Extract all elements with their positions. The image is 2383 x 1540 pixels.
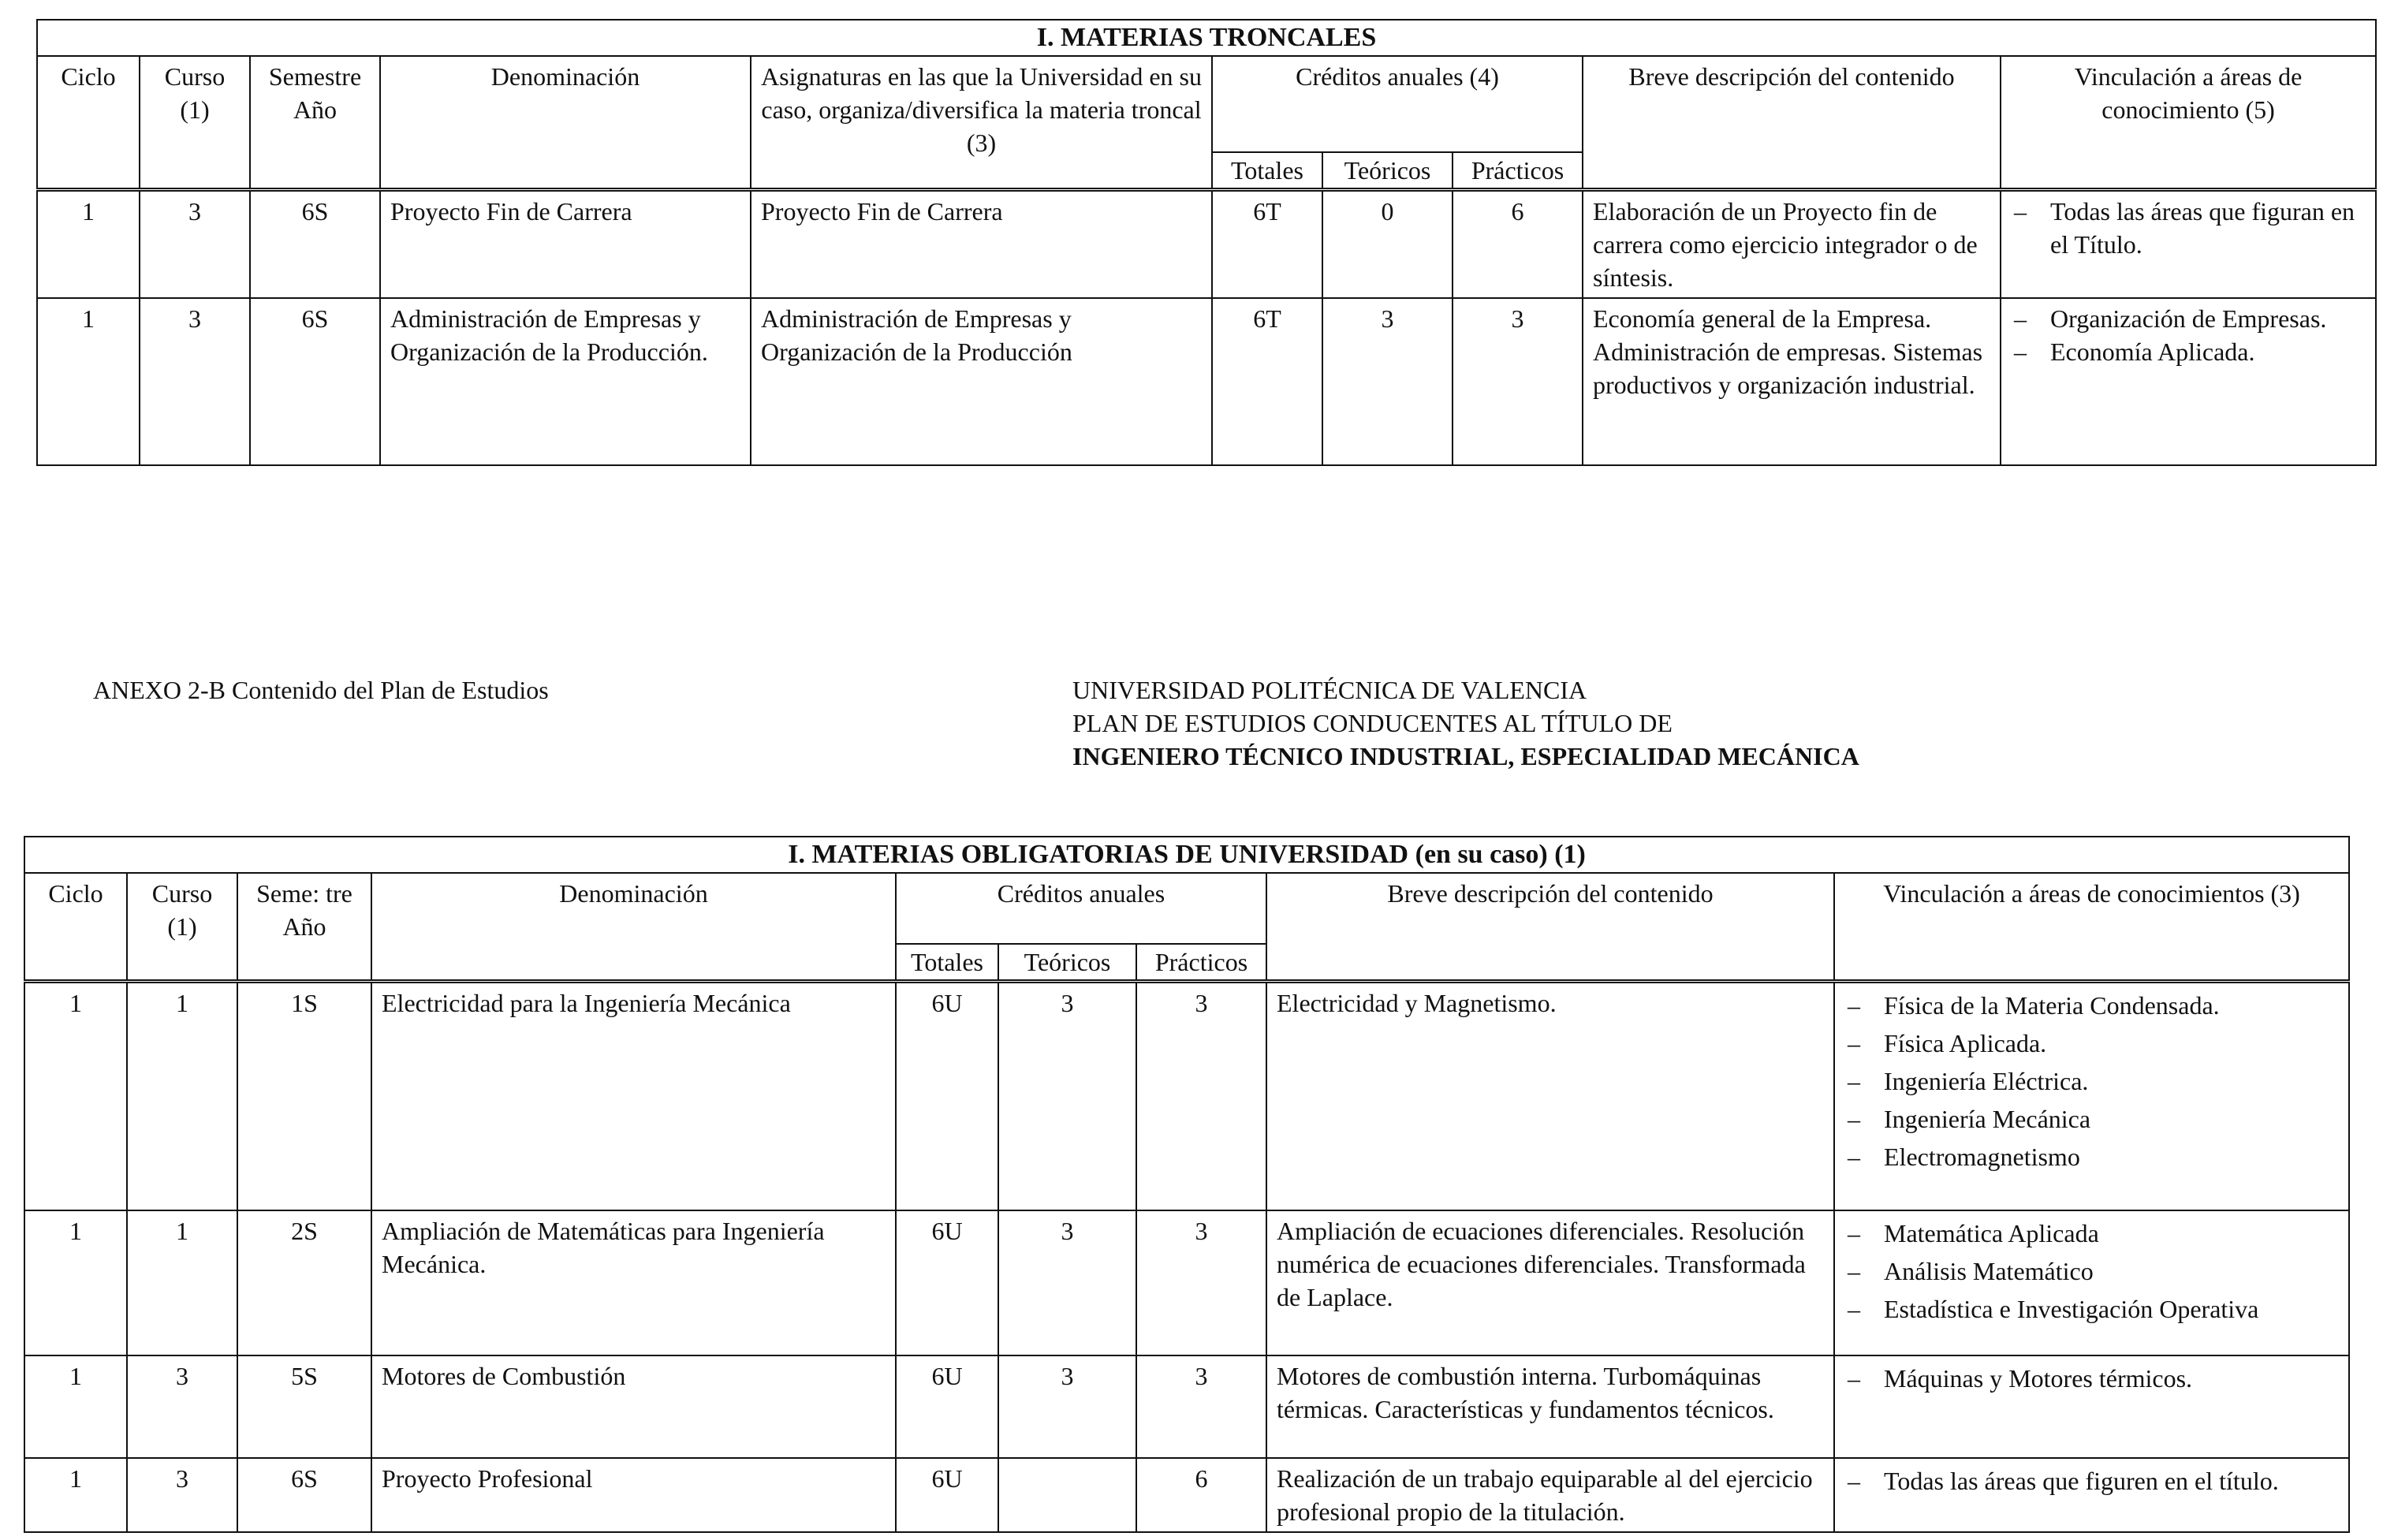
col-header-teoricos: Teóricos: [998, 944, 1136, 982]
area-item: – Máquinas y Motores térmicos.: [1844, 1359, 2339, 1397]
cell-teoricos: 3: [998, 1355, 1136, 1458]
cell-totales: 6U: [896, 1458, 998, 1532]
semestre-label: Semestre: [268, 62, 362, 91]
area-item: – Física de la Materia Condensada.: [1844, 986, 2339, 1024]
cell-totales: 6U: [896, 1210, 998, 1355]
cell-semestre: 6S: [237, 1458, 371, 1532]
area-item: – Todas las áreas que figuren en el título.: [1844, 1462, 2339, 1500]
materias-obligatorias-table: [24, 836, 2350, 1533]
curso-note: (1): [167, 912, 197, 941]
cell-totales: 6T: [1212, 298, 1322, 465]
table-row: [37, 298, 2376, 465]
cell-semestre: 1S: [237, 982, 371, 1210]
cell-ciclo: 1: [24, 1210, 127, 1355]
cell-curso: 3: [127, 1355, 237, 1458]
area-item: – Organización de Empresas.: [2011, 302, 2366, 335]
cell-ciclo: 1: [24, 1458, 127, 1532]
table-title: I. MATERIAS OBLIGATORIAS DE UNIVERSIDAD (en su caso) (1): [24, 837, 2349, 873]
cell-descripcion: Ampliación de ecuaciones diferenciales. Resolución numérica de ecuaciones diferenciales. Transformada de Laplace.: [1266, 1210, 1834, 1355]
cell-denominacion: Electricidad para la Ingeniería Mecánica: [371, 982, 896, 1210]
cell-teoricos: 0: [1322, 190, 1453, 299]
cell-semestre: 6S: [250, 190, 380, 299]
cell-practicos: 6: [1136, 1458, 1266, 1532]
annex-label: ANEXO 2-B Contenido del Plan de Estudios: [93, 676, 549, 704]
ano-label: Año: [282, 912, 326, 941]
cell-curso: 3: [140, 190, 250, 299]
col-header-denominacion: Denominación: [380, 56, 751, 190]
cell-curso: 1: [127, 982, 237, 1210]
col-header-ciclo: Ciclo: [24, 873, 127, 982]
cell-descripcion: Economía general de la Empresa. Administración de empresas. Sistemas productivos y organización industrial.: [1583, 298, 2001, 465]
area-item: – Ingeniería Eléctrica.: [1844, 1062, 2339, 1100]
cell-vinculacion: [2001, 190, 2376, 299]
cell-vinculacion: [1834, 1210, 2349, 1355]
area-item: – Física Aplicada.: [1844, 1024, 2339, 1062]
materias-troncales-table: [36, 19, 2377, 466]
cell-practicos: 3: [1453, 298, 1583, 465]
cell-vinculacion: [1834, 1355, 2349, 1458]
cell-semestre: 5S: [237, 1355, 371, 1458]
cell-denominacion: Ampliación de Matemáticas para Ingeniería Mecánica.: [371, 1210, 896, 1355]
cell-ciclo: 1: [37, 190, 140, 299]
cell-descripcion: Electricidad y Magnetismo.: [1266, 982, 1834, 1210]
curso-label: Curso: [164, 62, 226, 91]
area-item: – Análisis Matemático: [1844, 1252, 2339, 1290]
col-header-ciclo: Ciclo: [37, 56, 140, 190]
table-row: [24, 1355, 2349, 1458]
col-header-curso: [127, 873, 237, 982]
table-title: I. MATERIAS TRONCALES: [37, 20, 2376, 56]
col-header-descripcion: Breve descripción del contenido: [1583, 56, 2001, 190]
col-header-creditos: Créditos anuales (4): [1212, 56, 1583, 152]
area-item: – Ingeniería Mecánica: [1844, 1100, 2339, 1138]
table-row: [24, 982, 2349, 1210]
col-header-asignaturas: Asignaturas en las que la Universidad en su caso, organiza/diversifica la materia troncal (3): [751, 56, 1212, 190]
cell-ciclo: 1: [24, 1355, 127, 1458]
table-row: [24, 1210, 2349, 1355]
cell-totales: 6T: [1212, 190, 1322, 299]
cell-teoricos: 3: [1322, 298, 1453, 465]
cell-denominacion: Proyecto Profesional: [371, 1458, 896, 1532]
table-row: [37, 190, 2376, 299]
cell-descripcion: Motores de combustión interna. Turbomáquinas térmicas. Características y fundamentos técnicos.: [1266, 1355, 1834, 1458]
cell-teoricos: [998, 1458, 1136, 1532]
area-item: – Electromagnetismo: [1844, 1138, 2339, 1176]
cell-denominacion: Motores de Combustión: [371, 1355, 896, 1458]
university-header: [1072, 673, 1859, 773]
cell-asignaturas: Proyecto Fin de Carrera: [751, 190, 1212, 299]
table-row: [24, 1458, 2349, 1532]
cell-curso: 1: [127, 1210, 237, 1355]
cell-totales: 6U: [896, 1355, 998, 1458]
cell-practicos: 3: [1136, 1210, 1266, 1355]
area-item: – Economía Aplicada.: [2011, 335, 2366, 368]
curso-note: (1): [180, 95, 210, 124]
semestre-label: Seme: tre: [256, 879, 352, 908]
cell-curso: 3: [140, 298, 250, 465]
col-header-semestre: [237, 873, 371, 982]
cell-ciclo: 1: [24, 982, 127, 1210]
cell-denominacion: Administración de Empresas y Organización de la Producción.: [380, 298, 751, 465]
cell-teoricos: 3: [998, 982, 1136, 1210]
col-header-descripcion: Breve descripción del contenido: [1266, 873, 1834, 982]
cell-vinculacion: [2001, 298, 2376, 465]
col-header-practicos: Prácticos: [1136, 944, 1266, 982]
plan-title: PLAN DE ESTUDIOS CONDUCENTES AL TÍTULO DE: [1072, 709, 1673, 737]
col-header-curso: [140, 56, 250, 190]
cell-practicos: 6: [1453, 190, 1583, 299]
col-header-semestre: [250, 56, 380, 190]
col-header-creditos: Créditos anuales: [896, 873, 1266, 944]
area-item: – Matemática Aplicada: [1844, 1214, 2339, 1252]
cell-totales: 6U: [896, 982, 998, 1210]
col-header-totales: Totales: [1212, 152, 1322, 190]
cell-practicos: 3: [1136, 1355, 1266, 1458]
university-name: UNIVERSIDAD POLITÉCNICA DE VALENCIA: [1072, 676, 1587, 704]
ano-label: Año: [293, 95, 337, 124]
col-header-practicos: Prácticos: [1453, 152, 1583, 190]
cell-practicos: 3: [1136, 982, 1266, 1210]
col-header-denominacion: Denominación: [371, 873, 896, 982]
cell-vinculacion: [1834, 1458, 2349, 1532]
cell-descripcion: Realización de un trabajo equiparable al del ejercicio profesional propio de la titulación.: [1266, 1458, 1834, 1532]
cell-descripcion: Elaboración de un Proyecto fin de carrera como ejercicio integrador o de síntesis.: [1583, 190, 2001, 299]
area-item: – Todas las áreas que figuran en el Título.: [2011, 195, 2366, 261]
cell-ciclo: 1: [37, 298, 140, 465]
cell-vinculacion: [1834, 982, 2349, 1210]
cell-semestre: 6S: [250, 298, 380, 465]
col-header-teoricos: Teóricos: [1322, 152, 1453, 190]
col-header-vinculacion: Vinculación a áreas de conocimiento (5): [2001, 56, 2376, 190]
cell-asignaturas: Administración de Empresas y Organización de la Producción: [751, 298, 1212, 465]
cell-curso: 3: [127, 1458, 237, 1532]
cell-denominacion: Proyecto Fin de Carrera: [380, 190, 751, 299]
col-header-vinculacion: Vinculación a áreas de conocimientos (3): [1834, 873, 2349, 982]
cell-semestre: 2S: [237, 1210, 371, 1355]
degree-title: INGENIERO TÉCNICO INDUSTRIAL, ESPECIALIDAD MECÁNICA: [1072, 742, 1859, 770]
area-item: – Estadística e Investigación Operativa: [1844, 1290, 2339, 1328]
curso-label: Curso: [151, 879, 213, 908]
col-header-totales: Totales: [896, 944, 998, 982]
cell-teoricos: 3: [998, 1210, 1136, 1355]
